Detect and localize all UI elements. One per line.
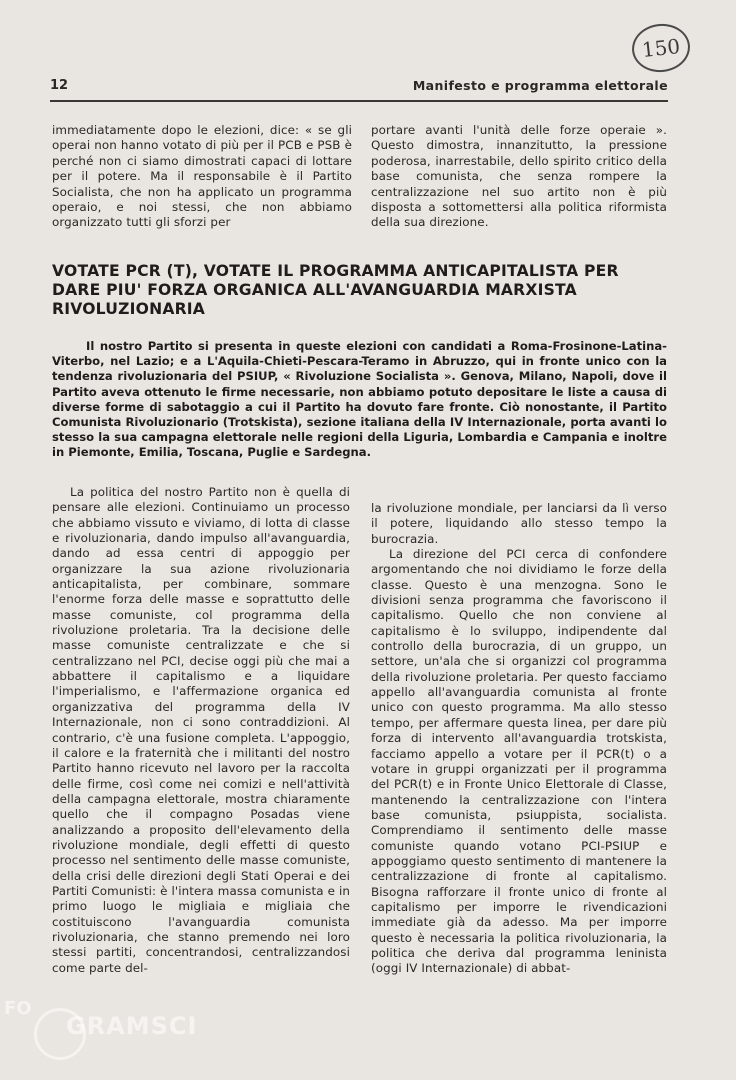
paragraph: portare avanti l'unità delle forze operaie ». Questo dimostra, innanzitutto, la pressione poderosa, inarrestabile, dello spirito critico della base comunista, che senza rompere la centralizzazione nel suo artito non è più disposta a sottomettersi alla politica riformista della sua direzione.: [371, 123, 667, 230]
paragraph: immediatamente dopo le elezioni, dice: « se gli operai non hanno votato di più per il PCB e PSB è perché non ci siamo dimostrati capaci di lottare per il potere. Ma il responsabile è il Partito Socialista, che non ha applicato un programma operaio, e noi stessi, che non abbiamo organizzato tutti gli sforzi per: [52, 123, 352, 230]
archive-number-stamp: [630, 21, 693, 75]
paragraph: La direzione del PCI cerca di confondere argomentando che noi dividiamo le forze della classe. Questo è una menzogna. Sono le divisioni senza programma che favoriscono il capitalismo. Quello che non conviene al capitalismo è lo sviluppo, indipendente dal controllo della burocrazia, di un gruppo, un settore, un'ala che si organizzi col programma della rivoluzione proletaria. Per questo facciamo appello all'avanguardia comunista al fronte unico con questo programma. Ma allo stesso tempo, per affermare questa linea, per dare più forza di intervento all'avanguardia trotskista, facciamo appello a votare per il PCR(t) o a votare in gruppi organizzati per il programma del PCR(t) e in Fronte Unico Elettorale di Classe, mantenendo la centralizzazione con l'intera base comunista, psiuppista, socialista. Comprendiamo il sentimento delle masse comuniste quando votano PCI-PSIUP e appoggiamo questo sentimento di mantenere la centralizzazione di fronte al capitalismo. Bisogna rafforzare il fronte unico di fronte al capitalismo per imporre le rivendicazioni immediate già da adesso. Ma per imporre questo è necessaria la politica rivoluzionaria, la politica che deriva dal programma leninista (oggi IV Internazionale) di abbat-: [371, 547, 667, 976]
section-headline: VOTATE PCR (T), VOTATE IL PROGRAMMA ANTICAPITALISTA PER DARE PIU' FORZA ORGANICA ALL'AVANGUARDIA MARXISTA RIVOLUZIONARIA: [52, 262, 619, 318]
archive-watermark: [4, 996, 234, 1062]
stamp-number: 150: [640, 34, 682, 62]
watermark-name: GRAMSCI: [66, 1012, 198, 1040]
header-rule: [50, 100, 668, 102]
page-number: 12: [50, 78, 69, 93]
intro-paragraph: Il nostro Partito si presenta in queste elezioni con candidati a Roma-Frosinone-Latina-Viterbo, nel Lazio; e a L'Aquila-Chieti-Pescara-Teramo in Abruzzo, qui in fronte unico con la tendenza rivoluzionaria del PSIUP, « Rivoluzione Socialista ». Genova, Milano, Napoli, dove il Partito aveva ottenuto le firme necessarie, non abbiamo potuto depositare le liste a causa di diverse forme di sabotaggio a cui il Partito ha dovuto fare fronte. Ciò nonostante, il Partito Comunista Rivoluzionario (Trotskista), sezione italiana della IV Internazionale, porta avanti lo stesso la sua campagna elettorale nelle regioni della Liguria, Lombardia e Campania e inoltre in Piemonte, Emilia, Toscana, Puglie e Sardegna.: [52, 339, 667, 460]
watermark-prefix: FO: [4, 998, 32, 1019]
paragraph: la rivoluzione mondiale, per lanciarsi da lì verso il potere, liquidando allo stesso tempo la burocrazia.: [371, 501, 667, 546]
bottom-left-column: [52, 485, 350, 976]
page-header: [50, 78, 668, 100]
paragraph: La politica del nostro Partito non è quella di pensare alle elezioni. Continuiamo un processo che abbiamo vissuto e viviamo, di lotta di classe e rivoluzionaria, dando impulso all'avanguardia, dando ad essa centri di appoggio per organizzare la sua azione rivoluzionaria anticapitalista, per combinare, sommare l'enorme forza delle masse e soprattutto delle masse comuniste, col programma della rivoluzione proletaria. Tra la decisione delle masse comuniste centralizzate e che si centralizzano nel PCI, decise oggi più che mai a abbattere il capitalismo e a liquidare l'imperialismo, e l'affermazione organica ed organizzativa del programma della IV Internazionale, non ci sono contraddizioni. Al contrario, c'è una fusione completa. L'appoggio, il calore e la fraternità che i militanti del nostro Partito hanno ricevuto nel lavoro per la raccolta delle firme, così come nei comizi e nell'attività della campagna elettorale, mostra chiaramente quello che il compagno Posadas viene analizzando a proposito dell'elevamento della rivoluzione mondiale, degli effetti di questo processo nel sentimento delle masse comuniste, della crisi delle direzioni degli Stati Operai e dei Partiti Comunisti: è l'intera massa comunista e in primo luogo le migliaia e migliaia che costituiscono l'avanguardia comunista rivoluzionaria, che stanno premendo nei loro stessi partiti, concentrandosi, centralizzandosi come parte del-: [52, 485, 350, 975]
top-left-column: [52, 123, 352, 231]
top-right-column: [371, 123, 667, 231]
bottom-right-column: [371, 501, 667, 977]
running-title: Manifesto e programma elettorale: [412, 78, 668, 93]
